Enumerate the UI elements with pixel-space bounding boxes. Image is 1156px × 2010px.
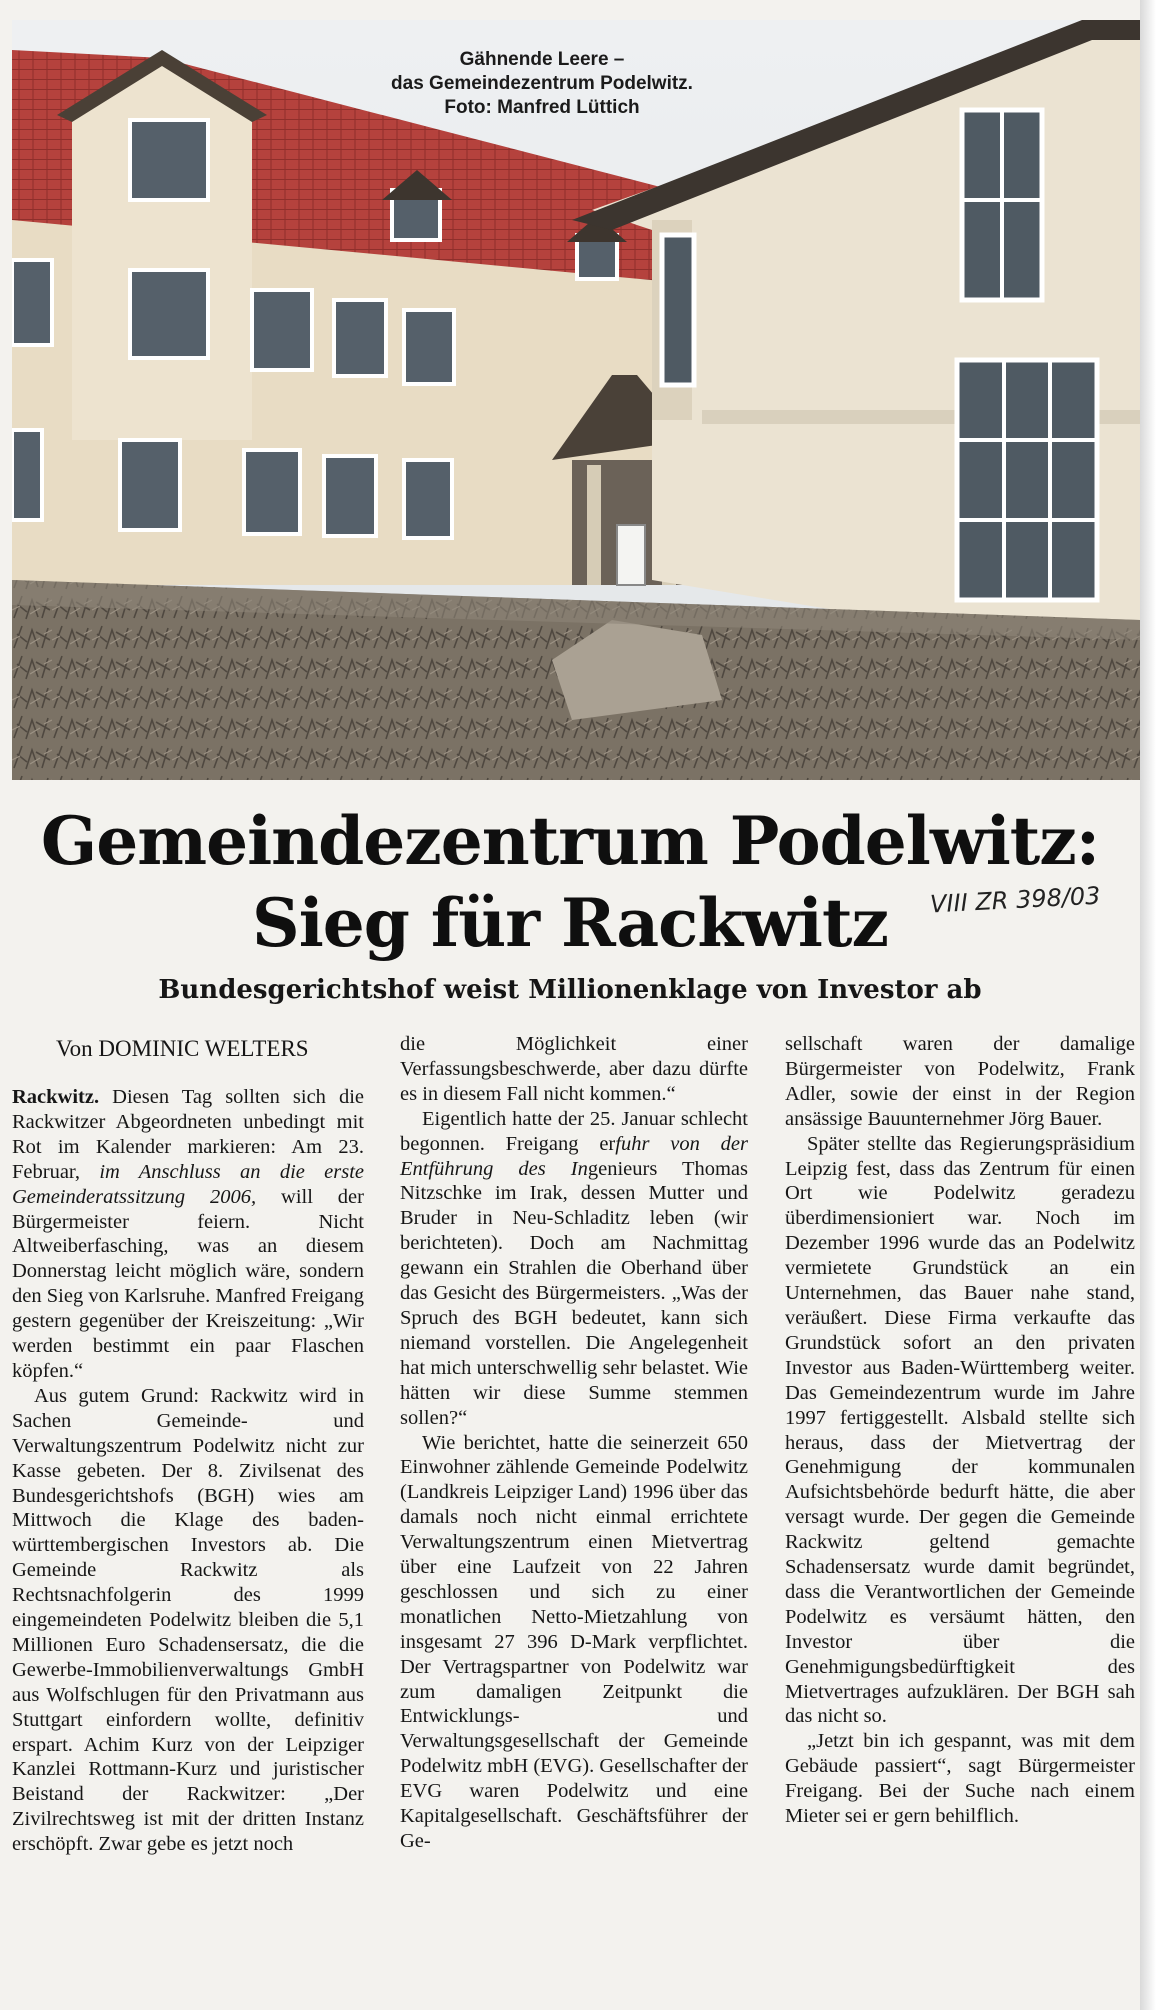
dateline: Rackwitz. xyxy=(12,1086,100,1108)
paragraph: „Jetzt bin ich gespannt, was mit dem Gebäude passiert“, sagt Bürgermeister Freigang. Bei der Suche nach einem Mieter sei er gern behilflich. xyxy=(785,1730,1135,1828)
caption-line-1: Gähnende Leere – xyxy=(459,49,625,70)
photo-caption xyxy=(282,48,802,120)
caption-line-3: Foto: Manfred Lüttich xyxy=(444,97,640,118)
building-photo xyxy=(12,20,1140,780)
caption-line-2: das Gemeindezentrum Podelwitz. xyxy=(391,73,693,94)
paragraph: die Möglichkeit einer Verfassungsbeschwerde, aber dazu dürfte es in diesem Fall nicht kommen.“ xyxy=(400,1033,748,1105)
article-column-3 xyxy=(785,1032,1135,1829)
text-run: genieurs Thomas Nitzschke im Irak, dessen Mutter und Bruder in Neu-Schladitz leben (wir berichteten). Doch am Nachmittag gewann ein Strahlen die Oberhand über das Gesicht des Bürgermeisters. „Was der Spruch des BGH bedeutet, kann sich niemand vorstellen. Die Angelegenheit hat mich unterschwellig sehr belastet. Wie hätten wir diese Summe stemmen sollen?“ xyxy=(400,1157,749,1429)
building-illustration xyxy=(12,20,1140,780)
text-run: will der Bürgermeister feiern. Nicht Altweiberfasching, was an diesem Donnerstag leicht möglich wäre, sondern den Sieg von Karlsruhe. Manfred Freigang gestern gegenüber der Kreiszeitung: „Wir werden bestimmt ein paar Flaschen köpfen.“ xyxy=(12,1185,364,1382)
paragraph: Aus gutem Grund: Rackwitz wird in Sachen Gemeinde- und Verwaltungszentrum Podelwitz nicht zur Kasse gebeten. Der 8. Zivilsenat des Bundesgerichtshofs (BGH) wies am Mittwoch die Klage des baden-württembergischen Investors ab. Die Gemeinde Rackwitz als Rechtsnachfolgerin des 1999 eingemeindeten Podelwitz bleiben die 5,1 Millionen Euro Schadensersatz, die die Gewerbe-Immobilienverwaltungs GmbH aus Wolfschlugen für den Privatmann aus Stuttgart einfordern wollte, definitiv erspart. Achim Kurz von der Leipziger Kanzlei Rottmann-Kurz und juristischer Beistand der Rackwitzer: „Der Zivilrechtsweg ist mit der dritten Instanz erschöpft. Zwar gebe es jetzt noch xyxy=(12,1384,364,1856)
paragraph xyxy=(12,1085,364,1384)
italic-run: im Anschluss an die erste Gemeinderatssitzung 2006, xyxy=(12,1160,364,1208)
paragraph: Später stellte das Regierungspräsidium Leipzig fest, dass das Zentrum für einen Ort wie Podelwitz geradezu überdimensioniert war. Noch im Dezember 1996 wurde das an Podelwitz vermietete Grundstück an ein Unternehmen, das Bauer nahe stand, veräußert. Diese Firma verkaufte das Grundstück sofort an den privaten Investor aus Baden-Württemberg weiter. Das Gemeindezentrum wurde im Jahre 1997 fertiggestellt. Alsbald stellte sich heraus, dass der Mietvertrag der Genehmigung der kommunalen Aufsichtsbehörde bedurft hätte, die aber versagt wurde. Der gegen die Gemeinde Rackwitz geltend gemachte Schadensersatz wurde damit begründet, dass die Verantwortlichen der Gemeinde Podelwitz es versäumt hätten, den Investor über die Genehmigungsbedürftigkeit des Mietvertrages aufzuklären. Der BGH sah das nicht so. xyxy=(785,1132,1135,1728)
headline-line-1: Gemeindezentrum Podelwitz: xyxy=(40,802,1100,880)
headline xyxy=(0,800,1140,964)
subheadline: Bundesgerichtshof weist Millionenklage von Investor ab xyxy=(158,975,982,1005)
italic-run: fuhr von der Entführung des In xyxy=(400,1132,748,1180)
text-run: Diesen Tag sollten sich die Rackwitzer Abgeordneten unbedingt mit Rot im Kalender markieren: Am 23. Februar, xyxy=(12,1086,364,1183)
headline-line-2: Sieg für Rackwitz xyxy=(252,884,888,962)
paragraph: sellschaft waren der damalige Bürgermeister von Podelwitz, Frank Adler, sowie der einst in der Region ansässige Bauunternehmer Jörg Bauer. xyxy=(785,1033,1135,1130)
paragraph xyxy=(400,1107,748,1431)
handwritten-note: VIII ZR 398/03 xyxy=(929,881,1102,919)
text-run: Eigentlich hatte der 25. Januar schlecht begonnen. Freigang er xyxy=(400,1107,748,1155)
page-edge xyxy=(1140,0,1156,2010)
article-column-2 xyxy=(400,1032,748,1854)
paragraph: Wie berichtet, hatte die seinerzeit 650 Einwohner zählende Gemeinde Podelwitz (Landkreis Leipziger Land) 1996 über das damals noch nicht einmal errichtete Verwaltungszentrum einen Mietvertrag über eine Laufzeit von 22 Jahren geschlossen und sich zu einer monatlichen Netto-Mietzahlung von insgesamt 27 396 D-Mark verpflichtet. Der Vertragspartner von Podelwitz war zum damaligen Zeitpunkt die Entwicklungs- und Verwaltungsgesellschaft der Gemeinde Podelwitz mbH (EVG). Gesellschafter der EVG waren Podelwitz und eine Kapitalgesellschaft. Geschäftsführer der Ge- xyxy=(400,1431,748,1852)
byline: Von DOMINIC WELTERS xyxy=(56,1036,309,1061)
article-column-1 xyxy=(12,1085,364,1857)
